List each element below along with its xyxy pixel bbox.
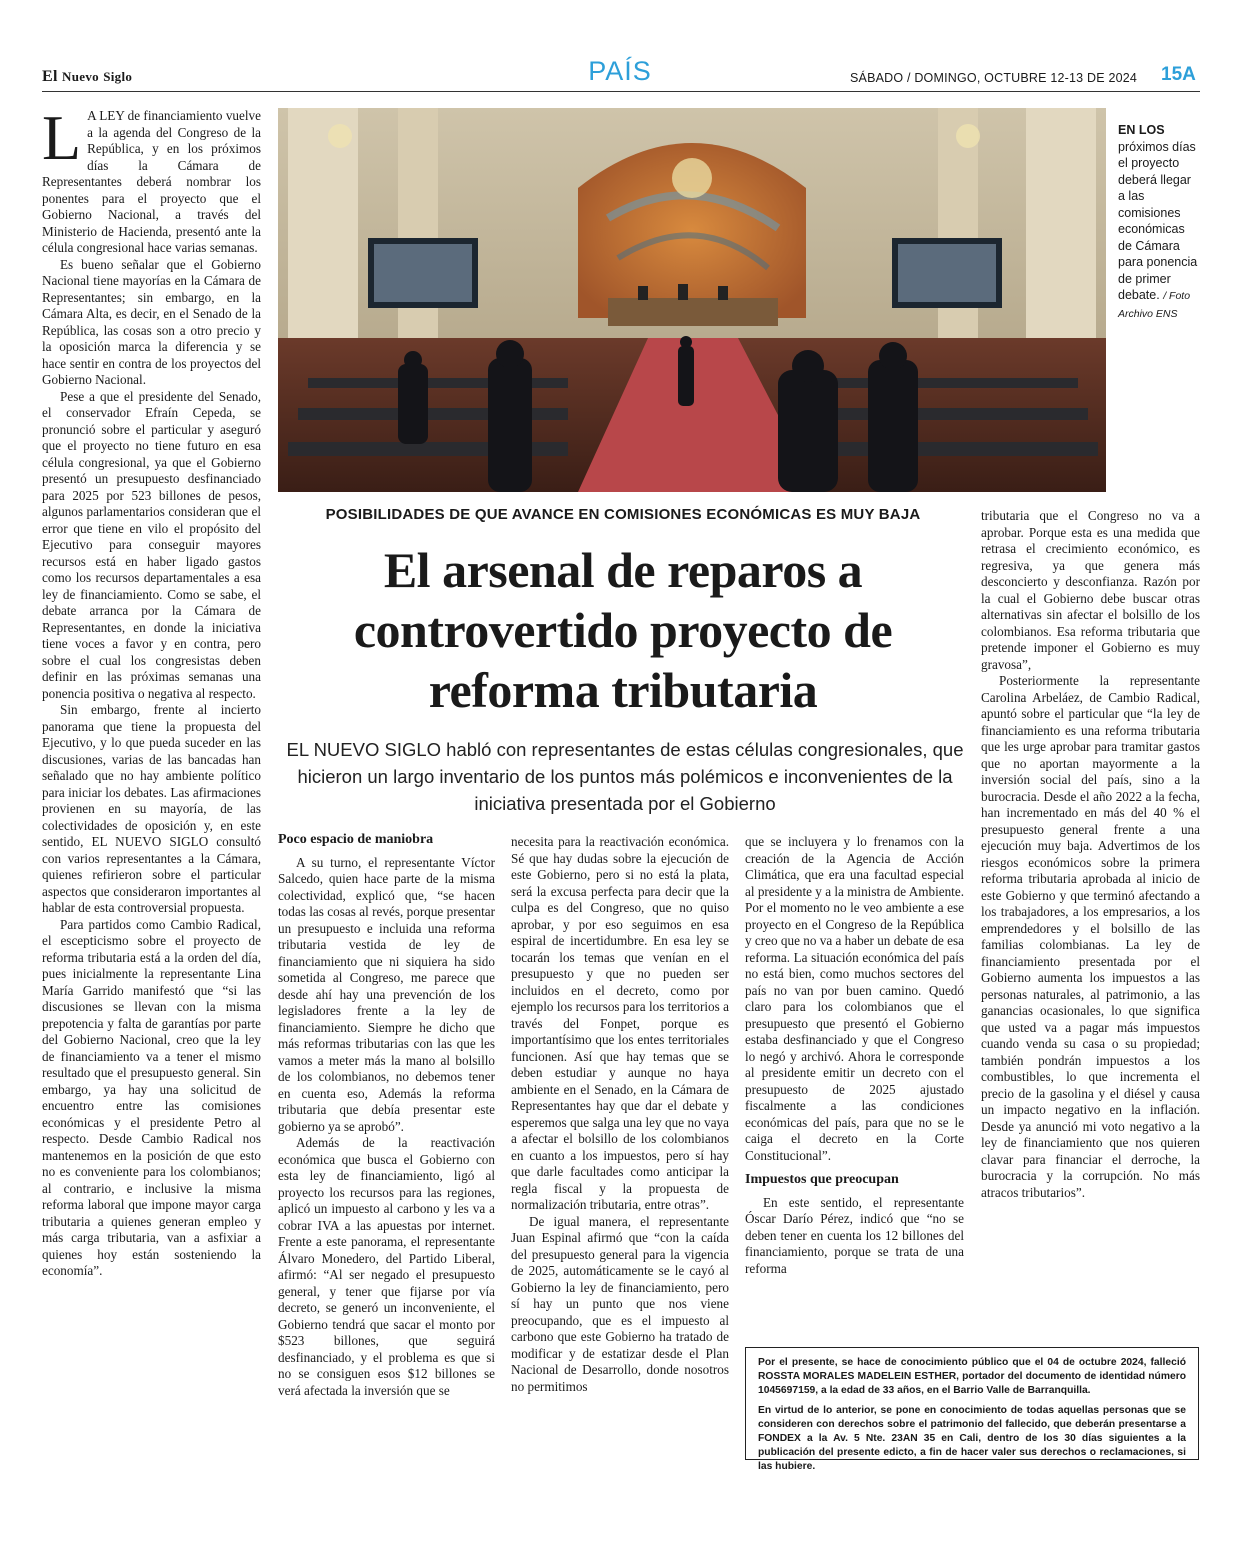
masthead-logo — [42, 68, 132, 86]
section-label: PAÍS — [588, 56, 652, 86]
paragraph: En este sentido, el representante Óscar Darío Pérez, indicó que “no se deben tener en cuenta los 12 billones del financiamiento, porque se trata de una reforma — [745, 1194, 964, 1276]
paragraph: Es bueno señalar que el Gobierno Nacional tiene mayorías en la Cámara de Representantes; sin embargo, en la Cámara Alta, es decir, en el Senado de la República, las cosas son a otro precio y la oposición marca la diferencia y se hace sentir en contra de los proyectos del Gobierno Nacional. — [42, 256, 261, 387]
photo-illustration — [278, 108, 1106, 492]
drop-cap: L — [42, 102, 82, 173]
article-column-2 — [278, 832, 495, 1399]
article-column-5 — [981, 508, 1200, 1201]
page-number: 15A — [1161, 64, 1196, 85]
article-column-1 — [42, 102, 261, 1280]
header-rule — [42, 91, 1200, 92]
paragraph: que se incluyera y lo frenamos con la creación de la Agencia de Acción Climática, que era una facultad especial al presidente y a la ministra de Ambiente. Por el momento no le veo ambiente a ese proyecto en el Congreso de la República y creo que no va a haber un debate de esa reforma. La situación económica del país no está bien, como muchos sectores del país no van por buen camino. Quedó claro para los colombianos que el presupuesto que presentó el Gobierno estaba desfinanciado y que el Congreso lo negó y archivó. Ahora le corresponde al presidente emitir un decreto con el presupuesto de 2025 ajustado fiscalmente a las condiciones económicas del país, para que no se le caiga el decreto en la Corte Constitucional”. — [745, 834, 964, 1163]
headline: El arsenal de reparos a controvertido proyecto de reforma tributaria — [353, 542, 893, 718]
paragraph: Sin embargo, frente al incierto panorama que tiene la propuesta del Ejecutivo, y lo que pueda suceder en las discusiones, varias de las bancadas han señalado que no hay ambiente político para iniciar los debates. Las afirmaciones provienen en su mayoría, de las colectividades de oposición y, en este sentido, EL NUEVO SIGLO consultó con varios representantes a la Cámara, quienes refirieron sobre el particular aspectos que consideraron importantes al hablar de esta controversial propuesta. — [42, 702, 261, 915]
notice-paragraph: En virtud de lo anterior, se pone en conocimiento de todas aquellas personas que se consideren con derechos sobre el patrimonio del fallecido, que deberán presentarse a FONDEX a la Av. 5 Nte. 23AN 35 en Cali, dentro de los 30 días siguientes a la publicación del presente edicto, a fin de hacer valer sus derechos o reclamaciones, si las hubiere. — [758, 1404, 1186, 1473]
photo-caption — [1118, 122, 1200, 322]
congress-chamber-photo — [278, 108, 1106, 492]
caption-lead: EN LOS — [1118, 123, 1165, 137]
subhead: Poco espacio de maniobra — [278, 832, 434, 847]
logo-word-nuevo: Nuevo — [62, 69, 99, 84]
kicker: POSIBILIDADES DE QUE AVANCE EN COMISIONES ECONÓMICAS ES MUY BAJA — [325, 506, 921, 523]
issue-date: SÁBADO / DOMINGO, OCTUBRE 12-13 DE 2024 — [850, 71, 1138, 85]
notice-paragraph: Por el presente, se hace de conocimiento público que el 04 de octubre 2024, falleció ROSSTA MORALES MADELEIN ESTHER, portador del documento de identidad número 1045697159, a la edad de 33 años, en el Barrio Valle de Barranquilla. — [758, 1357, 1186, 1397]
legal-notice-box — [745, 1347, 1199, 1473]
logo-word-siglo: Siglo — [103, 69, 133, 84]
paragraph: Posteriormente la representante Carolina Arbeláez, de Cambio Radical, apuntó sobre el particular que “la ley de financiamiento es una reforma tributaria que les urge aprobar para tramitar gastos que no aportan mayormente a la inversión social del país, sino a la burocracia. Desde el año 2022 a la fecha, han incrementado en más del 40 % el presupuesto general frente a una ejecución muy baja. Advertimos de los riesgos económicos sobre la primera reforma tributaria aprobada al inicio de este Gobierno y que terminó afectando a los trabajadores, a los empresarios, a los emprendedores y el bolsillo de las familias colombianas. La ley de financiamiento presentada por el Gobierno aumenta los impuestos a las personas naturales, al patrimonio, a las ganancias ocasionales, lo que significa que usted va a pagar más impuestos cuando venda su casa o su propiedad; también pondrán impuestos a los combustibles, lo que incrementa el precio de la gasolina y el diésel y causa un impacto negativo en la inflación. Desde ya anunció mi voto negativo a la ley de financiamiento que nos quieren clavar para financiar el derroche, la burocracia y la corrupción. No más atracos tributarios”. — [981, 673, 1200, 1200]
paragraph: Para partidos como Cambio Radical, el escepticismo sobre el proyecto de reforma tributaria está a la orden del día, pues inicialmente la representante Lina María Garrido manifestó que “si las discusiones se llevan con la misma prepotencia y falta de garantías por parte del Gobierno Nacional, creo que la ley de financiamiento va a tener el mismo resultado que el presupuesto general. Sin embargo, ya hay una solicitud de encuentro entre las comisiones económicas y el presidente Petro al respecto. Desde Cambio Radical nos mantenemos en la posición de que esto no es conveniente para los colombianos; al contrario, e inclusive la misma reforma laboral que impone mayor carga tributaria a quienes generan empleo y más carga tributaria, van a asfixiar a quienes hoy están sosteniendo la economía”. — [42, 916, 261, 1278]
logo-word-el: El — [42, 68, 58, 85]
paragraph: Pese a que el presidente del Senado, el conservador Efraín Cepeda, se pronunció sobre el particular y aseguró que el proyecto no tiene futuro en esa célula congresional, ya que el Gobierno presentó un presupuesto desfinanciado para 2025 por 523 billones de pesos, algunos parlamentarios consideran que el error que tiene en vilo el propósito del Ejecutivo para conseguir mayores recursos está en haber ligado gastos como los recursos departamentales a esa ley de financiamiento. Como se sabe, el debate arranca por la Cámara de Representantes, en donde la iniciativa tiene voces a favor y en contra, pero sobre el cual los congresistas deben definir en las próximas semanas una ponencia positiva o negativa al respecto. — [42, 388, 261, 701]
paragraph: De igual manera, el representante Juan Espinal afirmó que “con la caída del presupuesto general para la vigencia de 2025, automáticamente se le cayó al Gobierno la ley de financiamiento, pero sí hay un punto que nos viene preocupando, que es el impuesto al carbono que este Gobierno ha tratado de modificar y de estatizar desde el Plan Nacional de Desarrollo, donde nosotros no permitimos — [511, 1213, 729, 1394]
deck: EL NUEVO SIGLO habló con representantes de estas células congresionales, que hicieron un largo inventario de los puntos más polémicos e inconvenientes de la iniciativa presentada por el Gobierno — [286, 739, 964, 814]
caption-text: próximos días el proyecto deberá llegar a las comisiones económicas de Cámara para ponencia de primer debate. — [1118, 139, 1198, 302]
article-column-4 — [745, 834, 964, 1277]
paragraph: A su turno, el representante Víctor Salcedo, quien hace parte de la misma colectividad, explicó que, “se hacen todas las cosas al revés, porque presentar un presupuesto e incluida una reforma tributaria vestida de ley de financiamiento que ni siquiera ha sido sometida al Congreso, me parece que desde ahí hay una prevención de los legisladores frente a la ley de financiamiento. Siempre he dicho que más reformas tributarias con las que les vamos a meter más la mano al bolsillo de los colombianos, no debemos tener en cuenta eso, Además la reforma tributaria que debía presentar este gobierno ya se aprobó”. — [278, 854, 495, 1134]
paragraph: Además de la reactivación económica que busca el Gobierno con esta ley de financiamiento, ligó al proyecto los recursos para las regiones, aplicó un impuesto al carbono y les va a cobrar IVA a las apuestas por internet. Frente a este panorama, el representante Álvaro Monedero, del Partido Liberal, afirmó: “Al ser negado el presupuesto general, y tener que fijarse por vía decreto, se generó un inconveniente, el Gobierno tendrá que sacar el monto por $523 billones, que seguirá desfinanciado, y el problema es que si no se consiguen esos $12 billones se verá afectada la inversión que se — [278, 1135, 495, 1398]
paragraph: tributaria que el Congreso no va a aprobar. Porque esta es una medida que retrasa el crecimiento económico, es regresiva, ya que genera más desconcierto y desconfianza. Razón por la cual el Gobierno debe buscar otras alternativas sin afectar el bolsillo de los colombianos. Esa reforma tributaria que pretende imponer el Gobierno es muy gravosa”, — [981, 508, 1200, 672]
photo-credit: / Foto Archivo ENS — [1118, 290, 1191, 320]
paragraph: necesita para la reactivación económica. Sé que hay dudas sobre la ejecución de este Gobierno, pero si no está la plata, será la excusa perfecta para decir que la culpa es del Congreso, que no quiso aprobar, y por eso seguimos en esa espiral de incertidumbre. En esa ley se tocarán los temas que venían en el presupuesto y que no pueden ser incluidos en el decreto, como por ejemplo los recursos para los territorios a través del Fonpet, porque es importantísimo que los entes territoriales funcionen. Así que hay temas que se deben estudiar y aunque no haya ambiente en el Senado, en la Cámara de Representantes hay que dar el debate y esperemos que salga una ley que no vaya a afectar el bolsillo de los colombianos en cuanto a los impuestos, pero sí hay que darle facultades como anticipar la regla fiscal y la propuesta de normalización tributaria, entre otras”. — [511, 834, 729, 1212]
paragraph: A LEY de financiamiento vuelve a la agenda del Congreso de la República, y en los próximos días la Cámara de Representantes deberá nombrar los ponentes para el proyecto que el Gobierno Nacional, a través del Ministerio de Hacienda, presentó ante la célula congresional hace varias semanas. — [42, 108, 261, 255]
article-column-3 — [511, 834, 729, 1395]
subhead: Impuestos que preocupan — [745, 1172, 899, 1187]
